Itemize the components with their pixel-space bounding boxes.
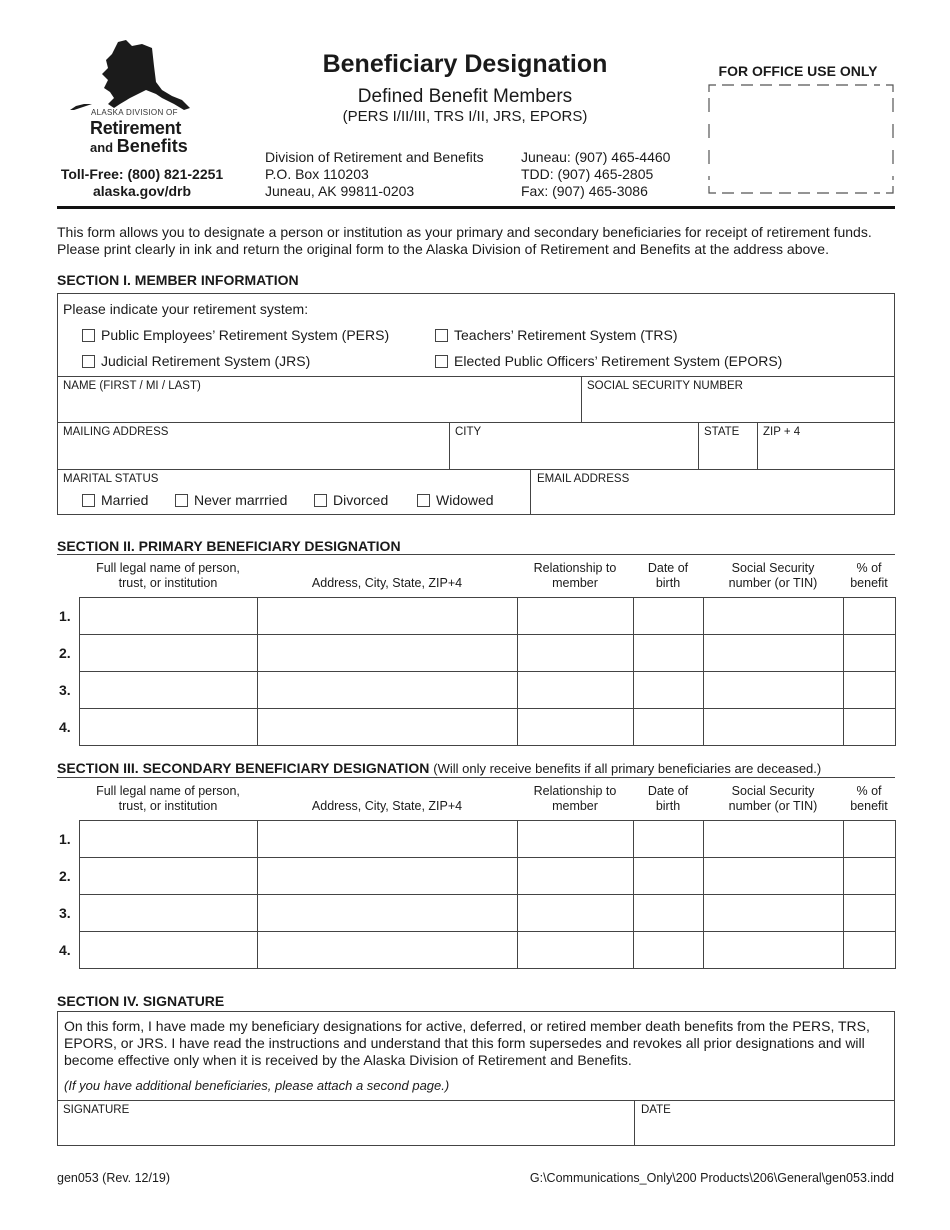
trs-checkbox[interactable] [435,329,448,342]
name-field[interactable] [58,376,582,422]
header-line: Relationship to [533,783,617,798]
header-line: member [552,575,598,590]
percent-cell[interactable] [843,671,895,708]
dob-cell[interactable] [633,820,703,857]
table-header-row [57,778,895,820]
intro-text: This form allows you to designate a person or institution as your primary and secondary beneficiaries for receipt of retirement funds. Please print clearly in ink and return the original form to the Alaska Division of Retirement and Benefits at the address above. [57,224,872,257]
state-field[interactable] [699,422,758,469]
date-label: DATE [641,1104,671,1116]
dob-cell[interactable] [633,597,703,634]
relationship-header [517,555,633,597]
address-line: Juneau, AK 99811-0203 [265,183,415,199]
relationship-cell[interactable] [517,634,633,671]
relationship-cell[interactable] [517,820,633,857]
relationship-cell[interactable] [517,857,633,894]
divorced-label: Divorced [333,492,389,508]
divorced-option[interactable] [314,492,388,508]
address-line: Division of Retirement and Benefits [265,149,484,165]
dob-header [633,778,703,820]
table-row [57,894,895,931]
dob-cell[interactable] [633,671,703,708]
ssn-field[interactable] [582,376,894,422]
city-label: CITY [455,426,482,438]
jrs-label: Judicial Retirement System (JRS) [101,353,311,369]
name-cell[interactable] [79,857,257,894]
ssn-cell[interactable] [703,931,843,968]
widowed-option[interactable] [417,492,494,508]
mailing-address-field[interactable] [58,422,450,469]
form-id: gen053 (Rev. 12/19) [57,1171,171,1185]
relationship-cell[interactable] [517,671,633,708]
email-label: EMAIL ADDRESS [537,473,630,485]
relationship-cell[interactable] [517,597,633,634]
relationship-cell[interactable] [517,931,633,968]
additional-beneficiaries-note: (If you have additional beneficiaries, please attach a second page.) [64,1078,450,1093]
form-subtitle-plans: (PERS I/II/III, TRS I/II, JRS, EPORS) [342,108,588,125]
percent-cell[interactable] [843,708,895,745]
logo-and: and [90,140,114,155]
never-married-option[interactable] [175,492,287,508]
percent-header [843,778,895,820]
ssn-cell[interactable] [703,708,843,745]
row-number: 1. [59,607,71,624]
header-line: % of [856,560,882,575]
retirement-system-prompt: Please indicate your retirement system: [63,301,309,317]
address-cell[interactable] [257,857,517,894]
name-cell[interactable] [79,671,257,708]
date-field[interactable] [635,1100,894,1145]
table-row [57,708,895,745]
address-line: P.O. Box 110203 [265,166,369,182]
epors-option[interactable] [435,353,782,369]
section-1-title: SECTION I. MEMBER INFORMATION [57,272,299,288]
file-path: G:\Communications_Only\200 Products\206\General\gen053.indd [529,1171,894,1185]
header-line: Relationship to [533,560,617,575]
logo-subtitle: ALASKA DIVISION OF [91,108,178,117]
signature-label: SIGNATURE [63,1104,130,1116]
table-row [57,820,895,857]
header-line: benefit [850,798,888,813]
header-line: benefit [850,575,888,590]
header-line: Date of [647,783,689,798]
row-number-header [57,778,79,820]
table-row [57,671,895,708]
header-divider [57,206,895,209]
header-line: Address, City, State, ZIP+4 [311,576,463,591]
header-line: Full legal name of person, [96,560,240,575]
header-line: Address, City, State, ZIP+4 [311,799,463,814]
website: alaska.gov/drb [92,183,192,199]
phone-line: Fax: (907) 465-3086 [521,183,648,199]
zip-label: ZIP + 4 [763,426,801,438]
address-cell[interactable] [257,671,517,708]
never-married-label: Never marrried [194,492,288,508]
dob-cell[interactable] [633,894,703,931]
logo-and-benefits [90,136,188,157]
relationship-cell[interactable] [517,894,633,931]
row-number: 4. [59,941,71,958]
trs-label: Teachers’ Retirement System (TRS) [454,327,678,343]
contact-block [58,166,226,200]
mailing-address-block [265,149,484,200]
ssn-cell[interactable] [703,671,843,708]
dob-header [633,555,703,597]
row-number: 2. [59,644,71,661]
header-line: member [552,798,598,813]
dob-cell[interactable] [633,634,703,671]
percent-cell[interactable] [843,931,895,968]
header-line: Social Security [731,783,815,798]
header-line: trust, or institution [118,798,218,813]
widowed-label: Widowed [436,492,494,508]
name-cell[interactable] [79,931,257,968]
section-3-title [57,760,821,776]
name-header [79,555,257,597]
row-number: 2. [59,867,71,884]
zip-field[interactable] [758,422,894,469]
header-line: Date of [647,560,689,575]
office-use-title: FOR OFFICE USE ONLY [718,63,878,79]
name-label: NAME (FIRST / MI / LAST) [63,380,201,392]
agency-logo [58,38,228,156]
marital-status-label: MARITAL STATUS [63,473,159,485]
relationship-header [517,778,633,820]
signature-box [57,1011,895,1146]
header-line: Social Security [731,560,815,575]
percent-cell[interactable] [843,894,895,931]
city-field[interactable] [450,422,699,469]
toll-free-number: Toll-Free: (800) 821-2251 [60,166,224,182]
row-number: 3. [59,904,71,921]
pers-checkbox[interactable] [82,329,95,342]
dob-cell[interactable] [633,708,703,745]
trs-option[interactable] [435,327,678,343]
dob-cell[interactable] [633,931,703,968]
section-2-title: SECTION II. PRIMARY BENEFICIARY DESIGNATION [57,538,401,554]
ssn-cell[interactable] [703,894,843,931]
jrs-option[interactable] [82,353,310,369]
row-number: 1. [59,830,71,847]
header-line: % of [856,783,882,798]
row-number: 3. [59,681,71,698]
epors-checkbox[interactable] [435,355,448,368]
header-line: number (or TIN) [728,798,818,813]
name-header [79,778,257,820]
never-married-checkbox[interactable] [175,494,188,507]
signature-field[interactable] [58,1100,635,1145]
email-field[interactable] [531,469,894,514]
form-title: Beneficiary Designation [322,50,608,78]
married-option[interactable] [82,492,148,508]
percent-cell[interactable] [843,857,895,894]
divorced-checkbox[interactable] [314,494,327,507]
epors-label: Elected Public Officers’ Retirement System (EPORS) [454,353,783,369]
widowed-checkbox[interactable] [417,494,430,507]
relationship-cell[interactable] [517,708,633,745]
name-cell[interactable] [79,894,257,931]
state-label: STATE [704,426,740,438]
address-header [257,778,517,820]
percent-cell[interactable] [843,820,895,857]
table-row [57,634,895,671]
pers-label: Public Employees’ Retirement System (PERS) [101,327,390,343]
row-number-header [57,555,79,597]
member-info-box [57,293,895,515]
address-cell[interactable] [257,634,517,671]
pers-option[interactable] [82,327,389,343]
section-3-note: (Will only receive benefits if all primary beneficiaries are deceased.) [433,761,822,776]
ssn-header [703,778,843,820]
header-line: number (or TIN) [728,575,818,590]
jrs-checkbox[interactable] [82,355,95,368]
table-row [57,597,895,634]
ssn-cell[interactable] [703,597,843,634]
ssn-header [703,555,843,597]
ssn-cell[interactable] [703,634,843,671]
ssn-label: SOCIAL SECURITY NUMBER [587,380,743,392]
table-row [57,931,895,968]
row-number: 4. [59,718,71,735]
address-cell[interactable] [257,597,517,634]
section-3-title-text: SECTION III. SECONDARY BENEFICIARY DESIGNATION [57,760,430,776]
marital-status-field [58,469,531,514]
ssn-cell[interactable] [703,857,843,894]
mailing-address-label: MAILING ADDRESS [63,426,169,438]
address-cell[interactable] [257,820,517,857]
form-subtitle: Defined Benefit Members [357,86,573,107]
phone-line: TDD: (907) 465-2805 [521,166,654,182]
married-checkbox[interactable] [82,494,95,507]
section-4-title: SECTION IV. SIGNATURE [57,993,225,1009]
phone-line: Juneau: (907) 465-4460 [521,149,671,165]
dob-cell[interactable] [633,857,703,894]
table-row [57,857,895,894]
address-cell[interactable] [257,894,517,931]
header-line: birth [655,575,681,590]
header-line: trust, or institution [118,575,218,590]
office-use-box [708,84,894,194]
name-cell[interactable] [79,597,257,634]
percent-cell[interactable] [843,634,895,671]
table-header-row [57,555,895,597]
header-line: Full legal name of person, [96,783,240,798]
primary-beneficiary-table [57,555,896,746]
address-cell[interactable] [257,708,517,745]
phone-block [521,149,670,200]
address-header [257,555,517,597]
alaska-map-icon [62,38,202,118]
name-cell[interactable] [79,634,257,671]
logo-retirement: Retirement [90,118,182,138]
percent-cell[interactable] [843,597,895,634]
name-cell[interactable] [79,820,257,857]
header-line: birth [655,798,681,813]
certification-text: On this form, I have made my beneficiary designations for active, deferred, or retired member death benefits from the PERS, TRS, EPORS, or JRS. I have read the instructions and understand that this form supersedes and revokes all prior designations and will become effective only when it is received by the Alaska Division of Retirement and Benefits. [64,1018,870,1068]
address-cell[interactable] [257,931,517,968]
logo-benefits: Benefits [116,136,188,156]
married-label: Married [101,492,149,508]
percent-header [843,555,895,597]
name-cell[interactable] [79,708,257,745]
secondary-beneficiary-table [57,778,896,969]
ssn-cell[interactable] [703,820,843,857]
